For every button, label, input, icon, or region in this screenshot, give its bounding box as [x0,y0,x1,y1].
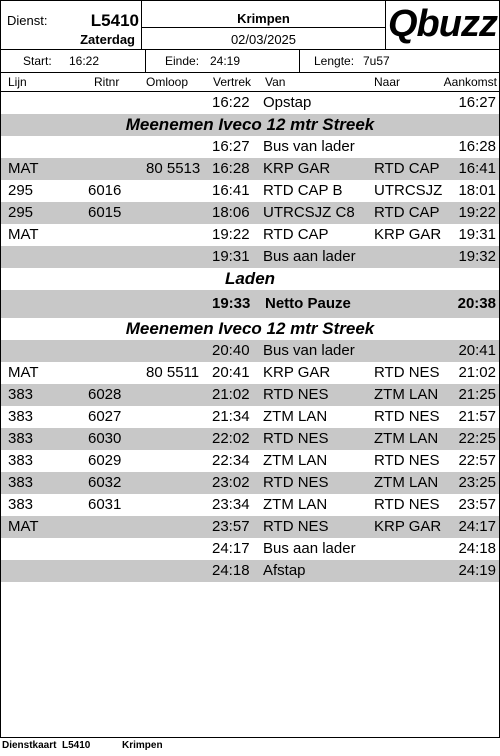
cell-van: Bus van lader [263,138,355,155]
table-row [1,560,499,582]
cell-omloop: 80 5511 [146,364,200,381]
table-row [1,362,499,384]
cell-vertrek: 20:41 [212,364,250,381]
cell-aankomst: 16:28 [458,138,496,155]
cell-lijn: 295 [8,204,34,221]
start-value: 16:22 [69,54,100,68]
cell-van: RTD CAP B [263,182,343,199]
start-segment [1,50,146,72]
cell-ritnr: 6015 [88,204,122,221]
cell-naar: RTD NES [374,452,440,469]
cell-aankomst: 19:22 [458,204,496,221]
cell-ritnr: 6016 [88,182,122,199]
cell-van: ZTM LAN [263,496,328,513]
cell-aankomst: 19:32 [458,248,496,265]
cell-van: RTD CAP [263,226,329,243]
cell-ritnr: 6032 [88,474,122,491]
cell-naar: RTD NES [374,496,440,513]
cell-naar: KRP GAR [374,518,442,535]
info-bar [1,50,499,73]
cell-naar: ZTM LAN [374,474,439,491]
cell-aankomst: 22:57 [458,452,496,469]
table-row [1,136,499,158]
cell-van: ZTM LAN [263,452,328,469]
schedule-table [1,92,499,582]
lengte-segment [300,50,499,72]
cell-lijn: 295 [8,182,34,199]
cell-ritnr: 6030 [88,430,122,447]
divider [142,27,385,28]
cell-aankomst: 22:25 [458,430,496,447]
cell-van: KRP GAR [263,364,331,381]
cell-aankomst: 21:02 [458,364,496,381]
cell-naar: KRP GAR [374,226,442,243]
section-title: Laden [224,269,276,288]
pause-row [1,290,499,318]
cell-van: Bus aan lader [263,540,356,557]
cell-aankomst: 21:25 [458,386,496,403]
cell-van: RTD NES [263,430,329,447]
cell-aankomst: 20:41 [458,342,496,359]
col-ritnr: Ritnr [94,75,120,89]
table-row [1,224,499,246]
cell-aankomst: 18:01 [458,182,496,199]
cell-vertrek: 21:02 [212,386,250,403]
pause-vertrek: 19:33 [212,295,251,312]
cell-vertrek: 21:34 [212,408,250,425]
cell-aankomst: 23:57 [458,496,496,513]
table-row [1,180,499,202]
cell-ritnr: 6028 [88,386,122,403]
duty-cell [1,1,142,49]
card-header [1,1,499,50]
dienst-code: L5410 [90,11,139,30]
cell-aankomst: 16:41 [458,160,496,177]
qbuzz-logo: Qbuzz [388,3,497,45]
einde-value: 24:19 [210,54,241,68]
table-row [1,406,499,428]
cell-vertrek: 24:18 [212,562,250,579]
day-label: Zaterdag [80,32,135,47]
cell-naar: RTD NES [374,364,440,381]
col-vertrek: Vertrek [213,75,252,89]
lengte-label: Lengte: [314,54,355,68]
cell-vertrek: 20:40 [212,342,250,359]
cell-vertrek: 19:31 [212,248,250,265]
col-naar: Naar [374,75,401,89]
cell-vertrek: 22:34 [212,452,250,469]
col-omloop: Omloop [146,75,189,89]
cell-lijn: MAT [8,364,39,381]
table-row [1,428,499,450]
cell-lijn: MAT [8,518,39,535]
table-row [1,340,499,362]
cell-van: RTD NES [263,474,329,491]
einde-label: Einde: [165,54,200,68]
cell-vertrek: 24:17 [212,540,250,557]
dienst-label: Dienst: [7,13,48,28]
cell-van: Opstap [263,94,312,111]
lengte-value: 7u57 [363,54,390,68]
cell-aankomst: 24:17 [458,518,496,535]
cell-vertrek: 16:27 [212,138,250,155]
cell-van: ZTM LAN [263,408,328,425]
cell-vertrek: 16:41 [212,182,250,199]
cell-lijn: MAT [8,226,39,243]
table-row [1,384,499,406]
cell-ritnr: 6029 [88,452,122,469]
cell-vertrek: 19:22 [212,226,250,243]
table-row [1,516,499,538]
start-label: Start: [23,54,52,68]
section-heading [1,268,499,290]
cell-vertrek: 23:34 [212,496,250,513]
cell-naar: RTD CAP [374,160,440,177]
footer-location: Krimpen [122,740,163,751]
cell-lijn: 383 [8,474,34,491]
cell-vertrek: 23:02 [212,474,250,491]
cell-naar: UTRCSJZ [374,182,443,199]
cell-omloop: 80 5513 [146,160,201,177]
cell-aankomst: 19:31 [458,226,496,243]
table-row [1,472,499,494]
cell-lijn: 383 [8,386,34,403]
cell-lijn: 383 [8,452,34,469]
cell-lijn: 383 [8,496,34,513]
section-heading [1,318,499,340]
cell-naar: ZTM LAN [374,386,439,403]
cell-van: KRP GAR [263,160,331,177]
section-heading [1,114,499,136]
location: Krimpen [237,11,290,26]
table-row [1,538,499,560]
cell-vertrek: 16:22 [212,94,250,111]
footer-dienst: L5410 [62,740,91,751]
col-lijn: Lijn [8,75,27,89]
cell-van: RTD NES [263,386,329,403]
cell-vertrek: 22:02 [212,430,250,447]
table-row [1,450,499,472]
cell-vertrek: 18:06 [212,204,250,221]
cell-naar: RTD CAP [374,204,440,221]
table-row [1,246,499,268]
column-header [1,73,499,92]
col-aankomst: Aankomst [443,75,497,89]
footer-title: Dienstkaart [2,740,57,751]
cell-naar: RTD NES [374,408,440,425]
cell-lijn: 383 [8,408,34,425]
cell-naar: ZTM LAN [374,430,439,447]
section-title: Meenemen Iveco 12 mtr Streek [125,115,375,134]
cell-van: RTD NES [263,518,329,535]
cell-lijn: 383 [8,430,34,447]
einde-segment [146,50,300,72]
cell-aankomst: 23:25 [458,474,496,491]
pause-van: Netto Pauze [265,295,351,312]
location-date-cell [142,1,386,49]
cell-van: Bus aan lader [263,248,356,265]
cell-van: UTRCSJZ C8 [263,204,355,221]
table-row [1,158,499,180]
cell-vertrek: 16:28 [212,160,250,177]
cell-ritnr: 6031 [88,496,122,513]
cell-vertrek: 23:57 [212,518,250,535]
cell-aankomst: 24:19 [458,562,496,579]
table-row [1,494,499,516]
cell-aankomst: 16:27 [458,94,496,111]
col-van: Van [265,75,286,89]
cell-van: Afstap [263,562,306,579]
cell-lijn: MAT [8,160,39,177]
table-row [1,202,499,224]
table-row [1,92,499,114]
date: 02/03/2025 [230,32,297,47]
pause-aankomst: 20:38 [457,295,496,312]
cell-aankomst: 21:57 [458,408,496,425]
cell-ritnr: 6027 [88,408,122,425]
cell-van: Bus van lader [263,342,355,359]
section-title: Meenemen Iveco 12 mtr Streek [125,319,375,338]
cell-aankomst: 24:18 [458,540,496,557]
logo-cell [386,1,499,49]
